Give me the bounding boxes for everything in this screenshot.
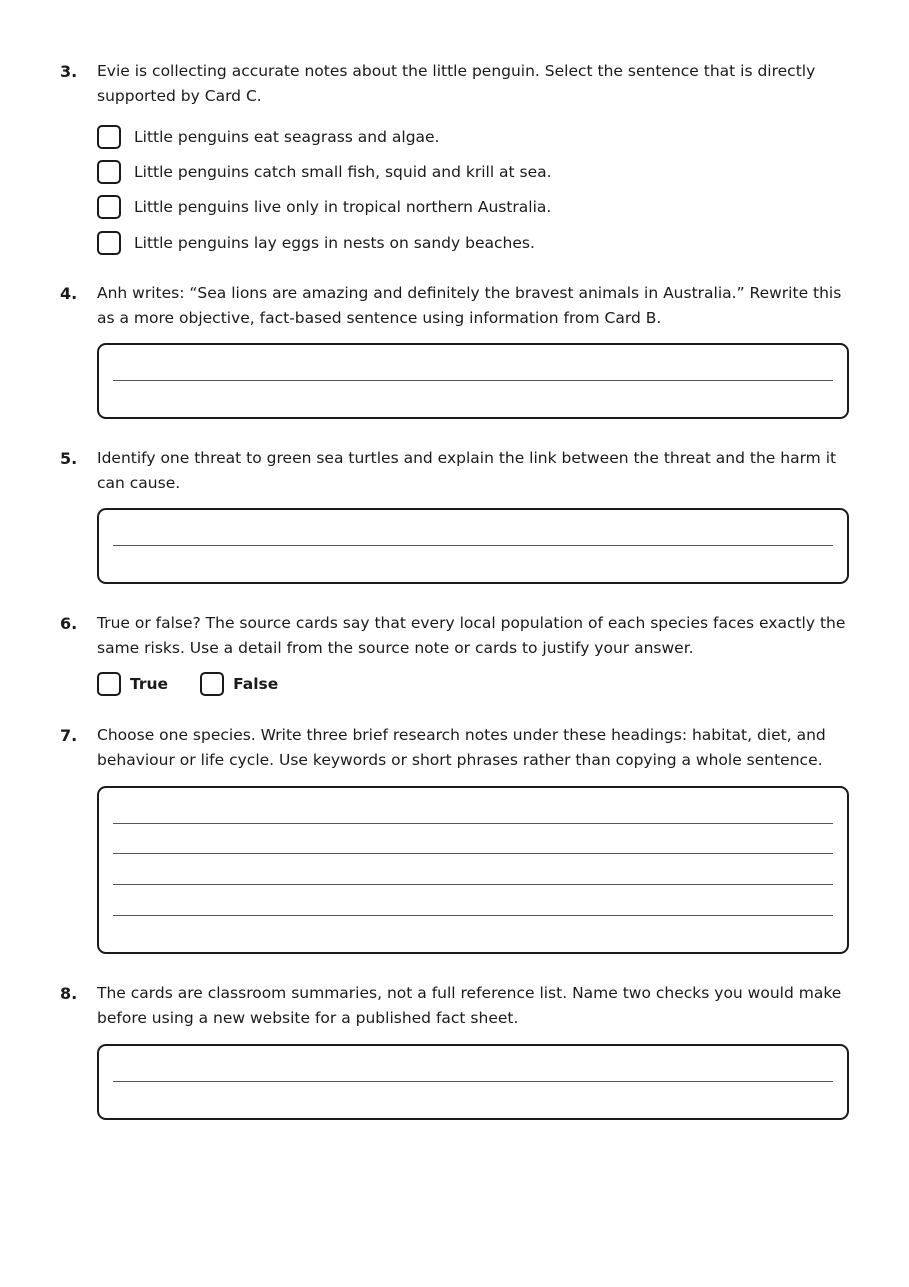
checkbox[interactable] [97,195,121,219]
answer-box-q5[interactable] [97,508,849,584]
option-b[interactable] [97,158,552,186]
writing-line [113,915,833,916]
writing-line [113,884,833,885]
false-label: False [233,675,279,693]
answer-box-q7[interactable] [97,786,849,954]
writing-line [113,1081,833,1082]
checkbox[interactable] [97,231,121,255]
checkbox[interactable] [200,672,224,696]
option-label: Little penguins catch small fish, squid and krill at sea. [134,163,552,181]
question-text: Anh writes: “Sea lions are amazing and definitely the bravest animals in Australia.” Rewrite this as a more objective, fact-based sentence using information from Card B. [97,284,842,327]
question-number: 4. [60,284,78,303]
question-text: Choose one species. Write three brief research notes under these headings: habitat, diet, and behaviour or life cycle. Use keywords or short phrases rather than copying a whole sentence. [97,726,826,769]
checkbox[interactable] [97,125,121,149]
question-text: True or false? The source cards say that every local population of each species faces exactly the same risks. Use a detail from the source note or cards to justify your answer. [97,614,846,657]
question-number: 6. [60,614,78,633]
question-number: 3. [60,62,78,81]
option-d[interactable] [97,229,535,257]
question-text: Identify one threat to green sea turtles and explain the link between the threat and the harm it can cause. [97,449,837,492]
answer-box-q8[interactable] [97,1044,849,1120]
writing-line [113,853,833,854]
checkbox[interactable] [97,672,121,696]
writing-line [113,823,833,824]
option-label: Little penguins eat seagrass and algae. [134,128,440,146]
checkbox[interactable] [97,160,121,184]
true-label: True [130,675,169,693]
question-number: 5. [60,449,78,468]
writing-line [113,380,833,381]
question-text: The cards are classroom summaries, not a full reference list. Name two checks you would make before using a new website for a published fact sheet. [97,984,842,1027]
writing-line [113,545,833,546]
question-number: 7. [60,726,78,745]
option-label: Little penguins lay eggs in nests on sandy beaches. [134,234,535,252]
true-option[interactable] [97,672,168,696]
question-text: Evie is collecting accurate notes about the little penguin. Select the sentence that is directly supported by Card C. [97,62,816,105]
option-a[interactable] [97,123,440,151]
option-c[interactable] [97,193,551,221]
option-label: Little penguins live only in tropical northern Australia. [134,198,552,216]
question-number: 8. [60,984,78,1003]
true-false-choices [97,670,310,698]
answer-box-q4[interactable] [97,343,849,419]
false-option[interactable] [200,672,278,696]
